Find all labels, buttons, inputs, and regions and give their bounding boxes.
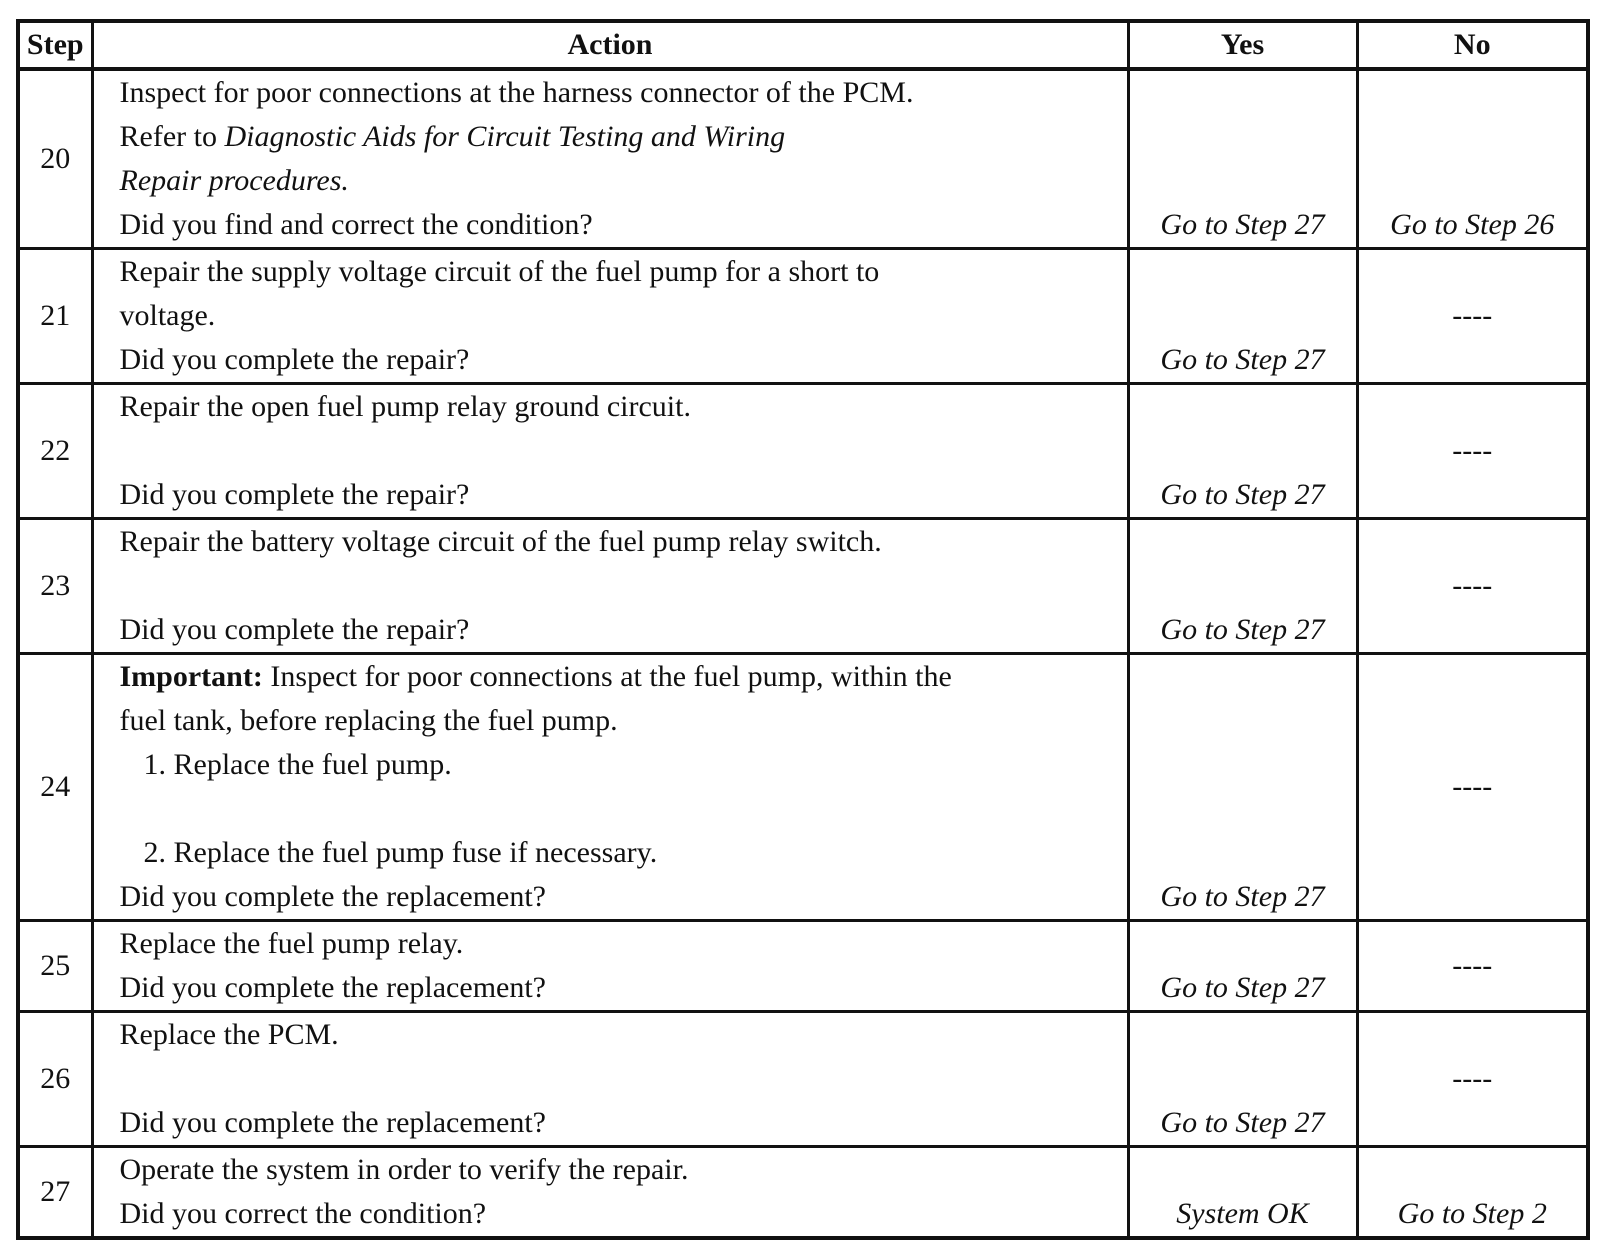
yes-result: Go to Step 27 bbox=[1160, 478, 1325, 511]
diagnostic-table bbox=[16, 19, 1590, 1240]
table-row bbox=[18, 921, 1588, 1012]
action-question: Did you correct the condition? bbox=[119, 1197, 487, 1230]
no-result: ---- bbox=[1452, 299, 1493, 332]
yes-cell bbox=[1128, 519, 1357, 654]
action-line: Replace the PCM. bbox=[119, 1018, 339, 1051]
action-text: Refer to bbox=[119, 120, 225, 153]
yes-result: Go to Step 27 bbox=[1160, 613, 1325, 646]
step-number: 27 bbox=[18, 1147, 92, 1239]
action-line: Replace the fuel pump relay. bbox=[119, 927, 464, 960]
step-number: 22 bbox=[18, 384, 92, 519]
yes-cell bbox=[1128, 654, 1357, 921]
action-question: Did you complete the repair? bbox=[119, 613, 470, 646]
action-list-item: 1. Replace the fuel pump. bbox=[143, 748, 452, 781]
yes-result: Go to Step 27 bbox=[1160, 343, 1325, 376]
no-result: ---- bbox=[1452, 770, 1493, 803]
blank-line bbox=[120, 1057, 1117, 1101]
no-result: ---- bbox=[1452, 1062, 1493, 1095]
step-number: 20 bbox=[18, 69, 92, 249]
blank-line bbox=[120, 564, 1117, 608]
reference-link: Diagnostic Aids for Circuit Testing and Wiring bbox=[224, 120, 786, 153]
yes-cell bbox=[1128, 1012, 1357, 1147]
action-question: Did you complete the replacement? bbox=[119, 1106, 546, 1139]
action-cell bbox=[92, 1147, 1128, 1239]
blank-line bbox=[120, 787, 1117, 831]
step-number: 26 bbox=[18, 1012, 92, 1147]
no-result: Go to Step 26 bbox=[1390, 208, 1555, 241]
no-cell bbox=[1357, 384, 1588, 519]
no-result: ---- bbox=[1452, 434, 1493, 467]
header-no: No bbox=[1357, 21, 1588, 69]
action-line: Operate the system in order to verify the repair. bbox=[119, 1153, 689, 1186]
action-cell bbox=[92, 384, 1128, 519]
step-number: 23 bbox=[18, 519, 92, 654]
no-cell bbox=[1357, 1147, 1588, 1239]
action-question: Did you complete the repair? bbox=[119, 343, 470, 376]
action-list-item: 2. Replace the fuel pump fuse if necessary. bbox=[143, 836, 658, 869]
action-cell bbox=[92, 1012, 1128, 1147]
table-row bbox=[18, 384, 1588, 519]
action-line: Repair the supply voltage circuit of the fuel pump for a short to bbox=[119, 255, 880, 288]
header-action: Action bbox=[92, 21, 1128, 69]
action-line bbox=[120, 655, 1117, 699]
action-question: Did you find and correct the condition? bbox=[119, 208, 593, 241]
action-line: fuel tank, before replacing the fuel pump. bbox=[119, 704, 618, 737]
action-cell bbox=[92, 249, 1128, 384]
no-result: ---- bbox=[1452, 569, 1493, 602]
important-text: Inspect for poor connections at the fuel pump, within the bbox=[262, 660, 952, 693]
step-number: 21 bbox=[18, 249, 92, 384]
no-cell bbox=[1357, 249, 1588, 384]
yes-result: System OK bbox=[1176, 1197, 1309, 1230]
action-question: Did you complete the replacement? bbox=[119, 971, 546, 1004]
table-row bbox=[18, 519, 1588, 654]
yes-result: Go to Step 27 bbox=[1160, 208, 1325, 241]
table-row bbox=[18, 69, 1588, 249]
table-row bbox=[18, 249, 1588, 384]
header-row bbox=[18, 21, 1588, 69]
no-cell bbox=[1357, 69, 1588, 249]
action-line: voltage. bbox=[119, 299, 216, 332]
no-cell bbox=[1357, 921, 1588, 1012]
table-row bbox=[18, 1012, 1588, 1147]
no-result: Go to Step 2 bbox=[1397, 1197, 1547, 1230]
no-result: ---- bbox=[1452, 949, 1493, 982]
action-cell bbox=[92, 654, 1128, 921]
header-step: Step bbox=[18, 21, 92, 69]
table-row bbox=[18, 654, 1588, 921]
action-cell bbox=[92, 921, 1128, 1012]
action-line: Repair the open fuel pump relay ground circuit. bbox=[119, 390, 691, 423]
no-cell bbox=[1357, 1012, 1588, 1147]
no-cell bbox=[1357, 654, 1588, 921]
yes-result: Go to Step 27 bbox=[1160, 880, 1325, 913]
action-line: Inspect for poor connections at the harness connector of the PCM. bbox=[119, 76, 914, 109]
yes-cell bbox=[1128, 69, 1357, 249]
action-question: Did you complete the replacement? bbox=[119, 880, 546, 913]
table-row bbox=[18, 1147, 1588, 1239]
reference-link-cont: Repair procedures. bbox=[119, 164, 349, 197]
yes-cell bbox=[1128, 249, 1357, 384]
yes-cell bbox=[1128, 921, 1357, 1012]
step-number: 24 bbox=[18, 654, 92, 921]
action-cell bbox=[92, 519, 1128, 654]
yes-cell bbox=[1128, 384, 1357, 519]
yes-result: Go to Step 27 bbox=[1160, 971, 1325, 1004]
action-cell bbox=[92, 69, 1128, 249]
yes-result: Go to Step 27 bbox=[1160, 1106, 1325, 1139]
yes-cell bbox=[1128, 1147, 1357, 1239]
action-line: Repair the battery voltage circuit of the fuel pump relay switch. bbox=[119, 525, 882, 558]
step-number: 25 bbox=[18, 921, 92, 1012]
blank-line bbox=[120, 429, 1117, 473]
action-question: Did you complete the repair? bbox=[119, 478, 470, 511]
no-cell bbox=[1357, 519, 1588, 654]
important-label: Important: bbox=[119, 660, 263, 693]
action-line bbox=[120, 115, 1117, 159]
header-yes: Yes bbox=[1128, 21, 1357, 69]
